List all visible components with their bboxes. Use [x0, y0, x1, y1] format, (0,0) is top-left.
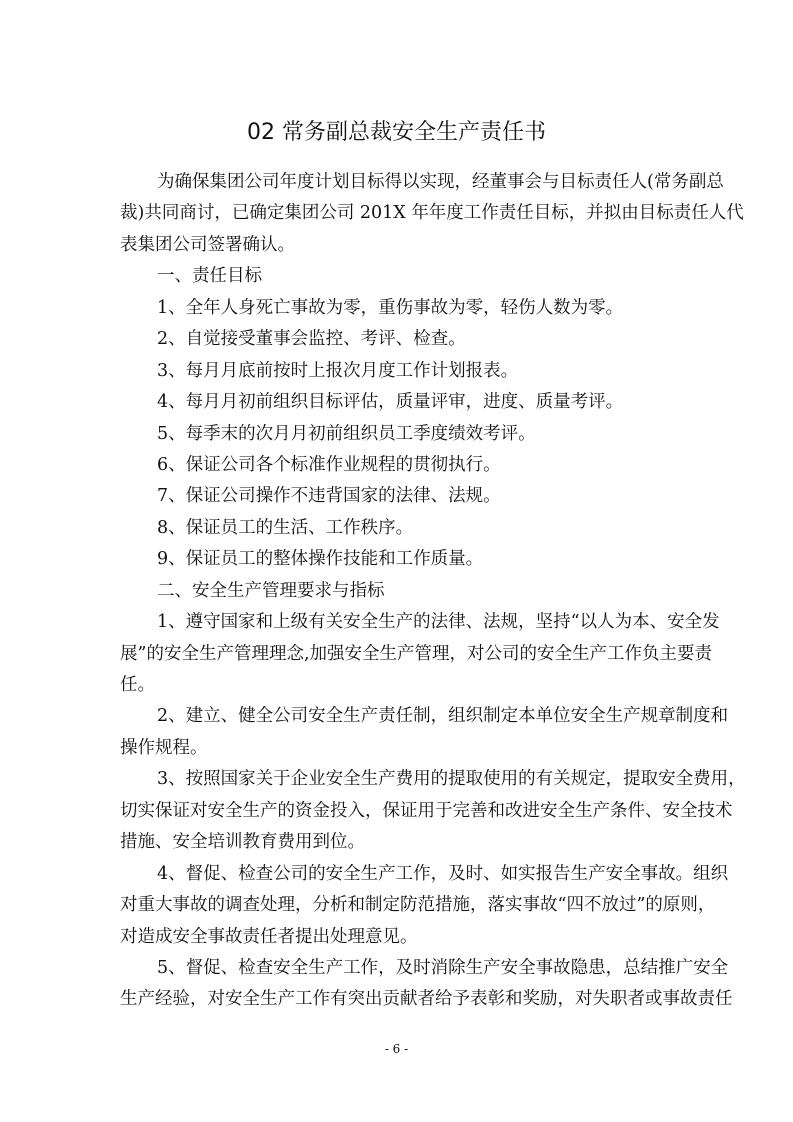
paragraph [120, 324, 676, 355]
text-line: 切实保证对安全生产的资金投入，保证用于完善和改进安全生产条件、安全技术 [120, 800, 733, 821]
text-line: 表集团公司签署确认。 [120, 234, 295, 255]
text-line: 7、保证公司操作不违背国家的法律、法规。 [157, 486, 501, 507]
paragraph [120, 576, 676, 607]
text-line: 对造成安全事故责任者提出处理意见。 [120, 926, 418, 947]
paragraph [120, 764, 746, 858]
paragraph [120, 701, 729, 764]
paragraph [120, 513, 676, 544]
text-line: 6、保证公司各个标准作业规程的贯彻执行。 [157, 454, 501, 475]
text-line: 裁)共同商讨，已确定集团公司 201X 年年度工作责任目标，并拟由目标责任人代 [120, 203, 744, 224]
text-line: 3、按照国家关于企业安全生产费用的提取使用的有关规定，提取安全费用， [157, 769, 746, 790]
paragraph [120, 544, 676, 575]
document-body [120, 167, 746, 1016]
paragraph [120, 387, 676, 418]
text-line: 1、全年人身死亡事故为零，重伤事故为零，轻伤人数为零。 [157, 297, 624, 318]
paragraph [120, 419, 676, 450]
page-number: - 6 - [384, 1042, 409, 1056]
text-line: 8、保证员工的生活、工作秩序。 [157, 517, 414, 538]
text-line: 一、责任目标 [157, 266, 262, 287]
text-line: 2、建立、健全公司安全生产责任制，组织制定本单位安全生产规章制度和 [157, 706, 729, 727]
text-line: 对重大事故的调查处理，分析和制定防范措施，落实事故“四不放过”的原则， [120, 895, 716, 916]
text-line: 4、督促、检查公司的安全生产工作，及时、如实报告生产安全事故。组织 [157, 863, 729, 884]
text-line: 1、遵守国家和上级有关安全生产的法律、法规，坚持“以人为本、安全发 [157, 612, 720, 633]
paragraph [120, 481, 676, 512]
text-line: 任。 [120, 675, 155, 695]
paragraph [120, 167, 744, 261]
paragraph [120, 261, 676, 292]
text-line: 操作规程。 [120, 737, 208, 758]
text-line: 二、安全生产管理要求与指标 [157, 580, 385, 601]
paragraph [120, 859, 729, 953]
text-line: 4、每月月初前组织目标评估，质量评审，进度、质量考评。 [157, 392, 624, 413]
paragraph [120, 953, 733, 1016]
paragraph [120, 356, 676, 387]
document-title: 02 常务副总裁安全生产责任书 [247, 120, 546, 145]
text-line: 展”的安全生产管理理念,加强安全生产管理，对公司的安全生产工作负主要责 [120, 643, 713, 664]
text-line: 生产经验，对安全生产工作有突出贡献者给予表彰和奖励，对失职者或事故责任 [120, 989, 733, 1010]
paragraph [120, 607, 720, 701]
text-line: 3、每月月底前按时上报次月度工作计划报表。 [157, 360, 519, 381]
text-line: 措施、安全培训教育费用到位。 [120, 832, 365, 853]
text-line: 2、自觉接受董事会监控、考评、检查。 [157, 329, 466, 350]
text-line: 5、每季末的次月月初前组织员工季度绩效考评。 [157, 423, 536, 444]
paragraph [120, 450, 676, 481]
text-line: 为确保集团公司年度计划目标得以实现，经董事会与目标责任人(常务副总 [157, 172, 724, 192]
text-line: 5、督促、检查安全生产工作，及时消除生产安全事故隐患，总结推广安全 [157, 957, 729, 978]
paragraph [120, 293, 676, 324]
text-line: 9、保证员工的整体操作技能和工作质量。 [157, 549, 484, 570]
